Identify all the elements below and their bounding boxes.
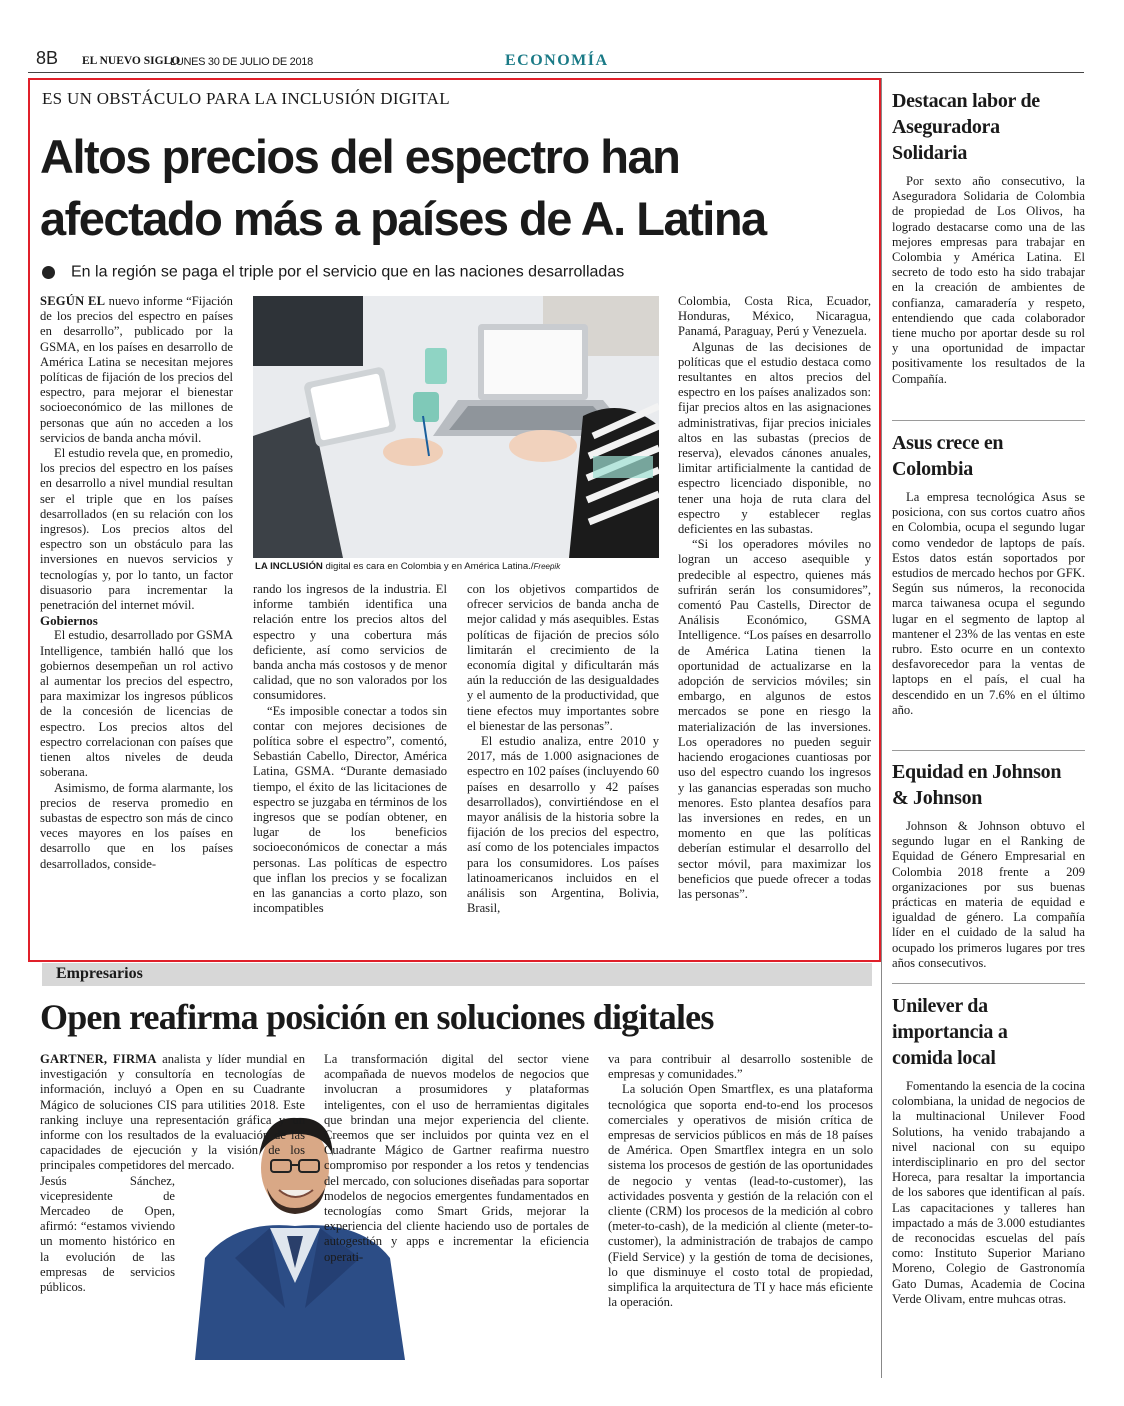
paragraph: “Es imposible conectar a todos sin contar con mejores decisiones de política sobre el espectro”, comentó, Sebastián Cabello, Director, América Latina, GSMA. “Durante demasiado tiempo, el éxito de las licitaciones de espectro se juzgaba en términos de los ingresos que se podían obtener, en lugar de los beneficios socioeconómicos de conectar a más personas. Las políticas de espectro que inflan los precios y se focalizan en las ganancias a corto plazo, son incompatibles <box>253 703 447 916</box>
paper-name: EL NUEVO SIGLO <box>82 55 181 67</box>
masthead <box>0 0 1124 80</box>
lead-in: SEGÚN EL <box>40 294 106 308</box>
section-label-band <box>42 963 872 986</box>
article-photo <box>253 296 659 558</box>
sidebar-brief-1 <box>892 88 1085 387</box>
masthead-rule <box>28 72 1084 73</box>
paragraph: va para contribuir al desarrollo sostenible de empresas y comunidades.” <box>608 1052 873 1082</box>
deck <box>42 263 872 281</box>
main-col-1 <box>40 294 233 872</box>
section-label: Empresarios <box>56 965 143 982</box>
article-kicker: ES UN OBSTÁCULO PARA LA INCLUSIÓN DIGITAL <box>42 89 450 108</box>
brief-body: Por sexto año consecutivo, la Aseguradora Solidaria de Colombia de propiedad de Los Olivos, ha logrado destacarse como una de las mejores empresas para trabajar en Colombia y América Latina. El secreto de todo esto ha sido trabajar en la creación de ambientes de confianza, camaradería y respeto, entendiendo que cada colaborador tiene mucho por aportar desde su rol y una oportunidad de impactar positivamente los resultados de la Compañía. <box>892 174 1085 386</box>
caption-lead: LA INCLUSIÓN <box>255 561 323 572</box>
brief-title: Unilever da importancia a comida local <box>892 995 1008 1069</box>
main-col-4 <box>678 294 871 902</box>
paragraph: GARTNER, FIRMA analista y líder mundial en investigación y consultoría en tecnologías de información, incluyó a Open en su Cuadrante Mágico de soluciones CIS para utilities 2018. Este ranking incluye una representación gráfica y un informe con los resultados de la evaluación de las capacidades de ejecución y la visión de los principales competidores del mercado. <box>40 1052 305 1173</box>
brief-divider <box>892 420 1085 421</box>
paragraph: Asimismo, de forma alarmante, los precios de reserva promedio en subastas de espectro son más de cinco veces mayores en los países en desarrollo que en los países desarrollados, conside- <box>40 780 233 871</box>
brief-body: Fomentando la esencia de la cocina colombiana, la unidad de negocios de la multinacional Unilever Food Solutions, ha venido trabajando a nivel nacional con su equipo interdisciplinario en pro del sector Horeca, para resaltar la importancia de los sabores que identifican al país. Las capacitaciones y talleres han impactado a más de 3.000 estudiantes de reconocidas escuelas del país como: Instituto Superior Mariano Moreno, Colegio de Gastronomía Gato Dumas, Academia de Cocina Verde Olivam, entre muhcas otras. <box>892 1079 1085 1306</box>
lead-in: GARTNER, FIRMA <box>40 1052 157 1066</box>
second-headline: Open reafirma posición en soluciones digitales <box>40 997 714 1037</box>
paragraph: “Si los operadores móviles no logran un acceso asequible y predecible al espectro, quienes más sufrirán serán los consumidores”, comentó Pau Castells, Director de Análisis Económico, GSMA Intelligence. “Los países en desarrollo de América Latina tienen la oportunidad de actualizarse en la adopción de servicios móviles; sin embargo, en algunos de estos mercados se pone en riesgo la materialización de las inversiones. Los operadores no pueden seguir haciendo erogaciones cuantiosas por uso del espectro cuando los ingresos y las ganancias esperadas son mucho menores. Esto plantea desafíos para las inversiones en redes, en un momento en que las políticas deberían estimular el desarrollo del sector móvil, para maximizar los beneficios que puede ofrecer a todas las personas”. <box>678 537 871 901</box>
issue-date: LUNES 30 DE JULIO DE 2018 <box>170 56 313 68</box>
page-number: 8B <box>36 48 59 68</box>
paragraph: con los objetivos compartidos de ofrecer servicios de banda ancha de mejor calidad y más asequibles. Estas políticas de fijación de precios sólo limitarán el crecimiento de la economía digital y dificultarán más aún la reducción de las desigualdades y el aumento de la productividad, que tiene efectos muy importantes sobre el bienestar de las personas”. <box>467 582 659 733</box>
brief-divider <box>892 750 1085 751</box>
paragraph: El estudio analiza, entre 2010 y 2017, más de 1.000 asignaciones de espectro en 102 países (incluyendo 60 países en desarrollo y 42 países desarrollados), convirtiéndose en el mayor análisis de la historia sobre la fijación de los precios del espectro, así como de los potenciales impactos para los consumidores. Los países latinoamericanos incluidos en el análisis son Argentina, Bolivia, Brasil, <box>467 734 659 916</box>
second-col-3 <box>608 1052 873 1310</box>
deck-text: En la región se paga el triple por el servicio que en las naciones desarrolladas <box>71 263 625 281</box>
caption-text: digital es cara en Colombia y en América Latina./ <box>325 561 534 572</box>
sidebar-brief-4 <box>892 993 1085 1307</box>
headline <box>40 126 870 250</box>
brief-title: Destacan labor de Aseguradora Solidaria <box>892 90 1040 164</box>
bullet-icon <box>42 266 55 279</box>
main-col-2 <box>253 582 447 916</box>
brief-body: Johnson & Johnson obtuvo el segundo lugar en el Ranking de Equidad de Género Empresarial en Colombia 2018 frente a 209 organizaciones por sus buenas prácticas en materia de equidad e igualdad de género. La compañía líder en el cuidado de la salud ha ocupado los primeros lugares por tres años consecutivos. <box>892 819 1085 970</box>
sidebar-rule <box>881 78 882 1378</box>
sidebar-brief-3 <box>892 759 1085 971</box>
second-col-1 <box>40 1052 305 1295</box>
headline-line-1: Altos precios del espectro han <box>40 130 680 183</box>
section-name: ECONOMÍA <box>505 52 609 69</box>
paragraph: rando los ingresos de la industria. El informe también identifica una relación entre los precios altos del espectro y una cobertura más deficiente, así como servicios de banda ancha más costosos y de menor calidad, que no son valorados por los consumidores. <box>253 582 447 703</box>
main-col-3 <box>467 582 659 916</box>
subhead-gobiernos: Gobiernos <box>40 613 98 629</box>
brief-body: La empresa tecnológica Asus se posiciona, con sus cortos cuatro años en Colombia, ocupa el segundo lugar como vendedor de laptops de país. Estos datos están soportados por estudios de mercado hechos por GFK. Según sus números, la reconocida marca taiwanesa ocupa el segundo lugar en el segmento de laptop al mantener el 23% de las ventas en este rubro. Esto ocurre en un contexto desfavorecedor para la ventas de laptops en el país, el cual ha descendido en un 7.6% en el último año. <box>892 490 1085 717</box>
paragraph: La solución Open Smartflex, es una plataforma tecnológica que soporta end-to-end los procesos comerciales y operativos de misión crítica de empresas de servicios públicos en más de 18 países de América. Open Smartflex integra en un solo sistema los procesos de gestión de las oportunidades de negocio y ventas (lead-to-customer), las actividades posventa y gestión de la relación con el cliente (CRM) los procesos de la medición al cobro (meter-to-cash), de la medición al cliente (meter-to-customer), la administración de trabajos de campo (Field Service) y la gestión de toma de decisiones, lo que disminuye el costo total de propiedad, simplifica la arquitectura de TI y hace más eficiente la operación. <box>608 1082 873 1310</box>
paragraph: El estudio, desarrollado por GSMA Intelligence, también halló que los gobiernos desempeñan un rol activo al aumentar los precios del espectro, para maximizar los ingresos públicos de la concesión de licencias de espectro. Los precios altos del espectro correlacionan con países que tienen altos niveles de deuda soberana. <box>40 628 233 780</box>
paragraph: SEGÚN EL nuevo informe “Fijación de los precios del espectro en países en desarrollo”, publicado por la GSMA, en los países en desarrollo de América Latina se necesitan mejores políticas de fijación de los precios del espectro, para mejorar el bienestar socioeconómico de las millones de personas que aún no acceden a los servicios de banda ancha móvil. <box>40 294 233 445</box>
paragraph: Algunas de las decisiones de políticas que el estudio destaca como resultantes en altos precios del espectro en los países analizados son: fijar precios altos en las asignaciones administrativas, fijar precios iniciales altos en las subastas (precios de reserva), elevados cánones anuales, limitar artificialmente la cantidad de espectro licenciado disponible, no tener una hoja de ruta clara del espectro y establecer reglas deficientes en las subastas. <box>678 339 871 537</box>
photo-caption <box>255 561 560 572</box>
brief-divider <box>892 983 1085 984</box>
brief-title: Asus crece en Colombia <box>892 432 1004 480</box>
paragraph: La transformación digital del sector viene acompañada de nuevos modelos de negocios que involucran a prosumidores y plataformas inteligentes, con el uso de herramientas digitales que brindan una mejor experiencia del cliente. Creemos que ser incluidos por quinta vez en el Cuadrante Mágico de Gartner reafirma nuestro compromiso por responder a los retos y tendencias del mercado, con soluciones diseñadas para soportar modelos de negocios emergentes fundamentados en tecnologías como Smart Grids, mejorar la experiencia del cliente haciendo uso de portales de autogestión y apps e incrementar la eficiencia operati- <box>324 1052 589 1264</box>
headline-line-2: afectado más a países de A. Latina <box>40 192 766 245</box>
brief-title: Equidad en Johnson & Johnson <box>892 761 1062 809</box>
sidebar-brief-2 <box>892 430 1085 718</box>
second-col-2 <box>324 1052 589 1265</box>
paragraph: El estudio revela que, en promedio, los precios del espectro en los países en desarrollo a nivel mundial resultan ser el triple que en los países desarrollados (en su relación con los ingresos). Los precios altos del espectro son un obstáculo para las inversiones en nuevos servicios y tecnologías y, por lo tanto, un factor disuasorio para incrementar la penetración del internet móvil. <box>40 446 233 613</box>
office-scene-illustration <box>253 296 659 558</box>
paragraph: Colombia, Costa Rica, Ecuador, Honduras, México, Nicaragua, Panamá, Paraguay, Perú y Venezuela. <box>678 294 871 339</box>
paragraph: Jesús Sánchez, vicepresidente de Mercadeo de Open, afirmó: “estamos viviendo un momento histórico en la evolución de las empresas de servicios públicos. <box>40 1173 175 1295</box>
photo-credit: Freepik <box>533 562 561 571</box>
